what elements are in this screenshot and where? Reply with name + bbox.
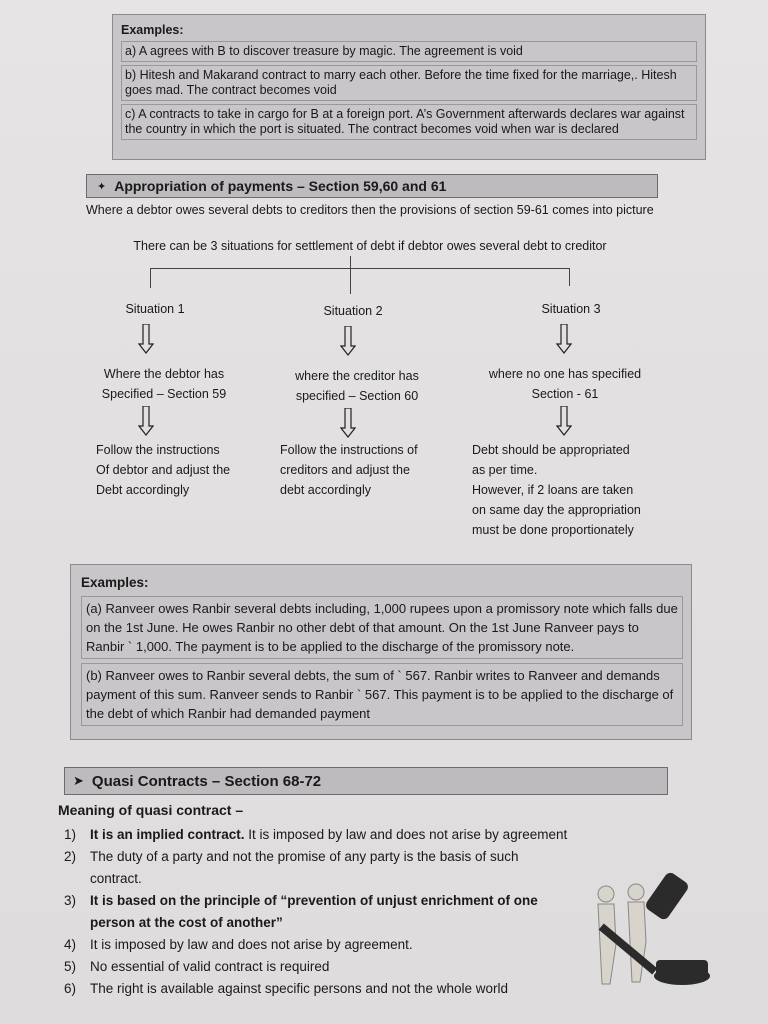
list-text: No essential of valid contract is required [90, 959, 330, 974]
situation-1-action [96, 440, 266, 500]
down-arrow-icon [556, 406, 572, 436]
section-title: Appropriation of payments – Section 59,60 and 61 [114, 178, 447, 194]
list-number: 1) [64, 827, 77, 842]
section-title: Quasi Contracts – Section 68-72 [91, 772, 322, 790]
list-item [64, 890, 584, 934]
meaning-heading: Meaning of quasi contract – [58, 802, 244, 818]
situation-3-who [480, 364, 650, 404]
situation-3-who-line2: Section - 61 [531, 387, 599, 401]
situation-3-action-line: as per time. [472, 463, 538, 477]
situation-2-who [276, 366, 438, 406]
situation-2-action [280, 440, 450, 500]
examples-box-void-agreements [112, 14, 706, 160]
example-ranveer-a: (a) Ranveer owes Ranbir several debts including, 1,000 rupees upon a promissory note which falls due on the 1st June. He owes Ranbir no other debt of that amount. On the 1st June Ranveer pays to Ranbir ` 1,000. The payment is to be applied to the discharge of the promissory note. [81, 596, 683, 659]
gavel-figures-illustration [584, 864, 714, 1004]
situation-3-label: Situation 3 [541, 302, 601, 316]
examples-box-appropriation [70, 564, 692, 740]
down-arrow-icon [138, 324, 154, 354]
list-text [90, 824, 567, 846]
situation-1-action-line: Follow the instructions [96, 443, 220, 457]
example-c: c) A contracts to take in cargo for B at a foreign port. A’s Government afterwards declares war against the country in which the port is situated. The contract becomes void when war is declared [121, 104, 697, 140]
down-arrow-icon [138, 406, 154, 436]
list-item [64, 824, 584, 846]
situation-2-label: Situation 2 [323, 304, 383, 318]
situation-2-who-line1: where the creditor has [295, 369, 419, 383]
situation-1-action-line: Of debtor and adjust the [96, 463, 231, 477]
situation-1-label: Situation 1 [125, 302, 185, 316]
tree-branch-middle [350, 256, 351, 294]
down-arrow-icon [340, 408, 356, 438]
down-arrow-icon [340, 326, 356, 356]
list-text-rest: It is imposed by law and does not arise by agreement [244, 827, 568, 842]
list-text: The duty of a party and not the promise of any party is the basis of such contract. [90, 849, 519, 886]
situation-1-who [84, 364, 244, 404]
tree-root-text: There can be 3 situations for settlement of debt if debtor owes several debt to creditor [133, 239, 607, 253]
situation-2-who-line2: specified – Section 60 [295, 389, 419, 403]
situation-2-action-line: creditors and adjust the [280, 463, 410, 477]
situation-3-who-line1: where no one has specified [488, 367, 642, 381]
bullet-arrow-icon: ✦ [97, 180, 107, 193]
list-text: The right is available against specific persons and not the whole world [90, 981, 508, 996]
quasi-points-list [64, 824, 584, 1000]
down-arrow-icon [556, 324, 572, 354]
tree-branch-right [569, 268, 570, 286]
chevron-right-icon: ➤ [73, 773, 84, 788]
list-number: 5) [64, 959, 77, 974]
list-text [90, 890, 570, 934]
section-heading-quasi-contracts [64, 767, 668, 795]
tree-branch-left [150, 268, 151, 288]
situation-1-action-line: Debt accordingly [96, 483, 190, 497]
situation-3-action-line: on same day the appropriation [472, 503, 641, 517]
list-number: 6) [64, 981, 77, 996]
tree-horizontal-line [150, 268, 570, 269]
list-text-bold: It is based on the principle of “prevention of unjust enrichment of one person at the cost of another” [90, 893, 538, 930]
situation-2-action-line: Follow the instructions of [280, 443, 418, 457]
section-heading-appropriation [86, 174, 658, 198]
list-item [64, 846, 584, 890]
list-item [64, 956, 584, 978]
situation-3-action-line: Debt should be appropriated [472, 443, 630, 457]
situation-1-who-line2: Specified – Section 59 [101, 387, 227, 401]
example-a: a) A agrees with B to discover treasure by magic. The agreement is void [121, 41, 697, 62]
list-number: 3) [64, 893, 77, 908]
examples-heading: Examples: [81, 575, 149, 590]
situation-2-action-line: debt accordingly [280, 483, 372, 497]
list-item [64, 978, 584, 1000]
list-text: It is imposed by law and does not arise by agreement. [90, 937, 413, 952]
situation-1-who-line1: Where the debtor has [103, 367, 225, 381]
situation-3-action-line: However, if 2 loans are taken [472, 483, 634, 497]
situation-3-action-line: must be done proportionately [472, 523, 634, 537]
list-number: 2) [64, 849, 77, 864]
example-b: b) Hitesh and Makarand contract to marry each other. Before the time fixed for the marriage,. Hitesh goes mad. The contract becomes void [121, 65, 697, 101]
examples-heading: Examples: [121, 23, 184, 37]
list-text-bold: It is an implied contract. [90, 827, 245, 842]
list-item [64, 934, 584, 956]
situation-3-action [472, 440, 672, 540]
list-number: 4) [64, 937, 77, 952]
example-ranveer-b: (b) Ranveer owes to Ranbir several debts, the sum of ` 567. Ranbir writes to Ranveer and demands payment of this sum. Ranveer sends to Ranbir ` 567. This payment is to be applied to the discharge of the debt of which Ranbir had demanded payment [81, 663, 683, 726]
appropriation-intro: Where a debtor owes several debts to creditors then the provisions of section 59-61 comes into picture [86, 203, 654, 217]
